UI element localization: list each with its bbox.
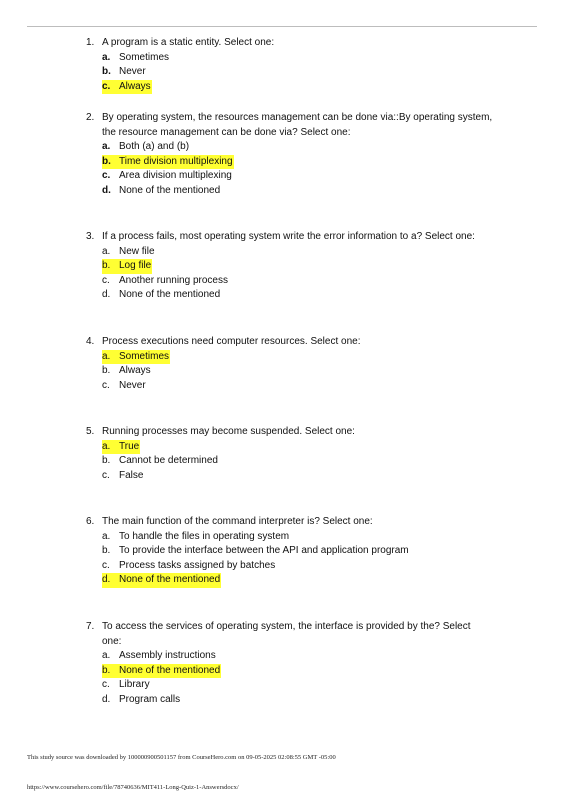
source-url: https://www.coursehero.com/file/78740636/MIT411-Long-Quiz-1-Answersdocx/ (27, 784, 239, 791)
option-row (102, 259, 516, 274)
answer-option (102, 678, 516, 693)
option-row (102, 678, 516, 693)
option-row (102, 65, 516, 80)
question-number: 5. (86, 426, 95, 437)
option-text: Log file (119, 260, 152, 272)
option-row (102, 469, 516, 484)
option-text: Program calls (119, 693, 181, 705)
answer-option (102, 65, 516, 80)
option-row (102, 140, 516, 155)
option-letter: b. (102, 365, 111, 377)
answer-option (102, 379, 516, 394)
question-prompt: A program is a static entity. Select one: (102, 37, 275, 48)
option-row (102, 51, 516, 66)
option-letter: d. (102, 184, 111, 196)
option-text: Assembly instructions (119, 650, 216, 662)
answer-option (102, 288, 516, 303)
option-row (102, 184, 516, 199)
answer-option (102, 169, 516, 184)
option-row (102, 693, 516, 708)
question-4 (86, 335, 516, 393)
question-number: 2. (86, 112, 95, 123)
question-prompt: To access the services of operating system, the interface is provided by the? Select one: (102, 621, 471, 647)
option-row (102, 664, 516, 679)
option-letter: b. (102, 66, 111, 78)
option-letter: b. (102, 664, 111, 676)
question-prompt: By operating system, the resources management can be done via::By operating system, the resource management can be done via? Select one: (102, 112, 493, 138)
question-6 (86, 515, 516, 588)
option-letter: a. (102, 440, 111, 452)
option-text: Sometimes (119, 51, 170, 63)
header-rule (27, 26, 537, 27)
answer-option (102, 364, 516, 379)
question-number: 3. (86, 231, 95, 242)
option-row (102, 454, 516, 469)
question-1 (86, 36, 516, 94)
option-row (102, 530, 516, 545)
answer-option-correct (102, 573, 221, 588)
option-row (102, 559, 516, 574)
answer-option (102, 544, 516, 559)
question-number: 1. (86, 37, 95, 48)
option-letter: d. (102, 693, 111, 705)
answer-option (102, 693, 516, 708)
option-letter: b. (102, 155, 111, 167)
answer-option-correct (102, 155, 234, 170)
option-text: Library (119, 679, 150, 691)
option-letter: a. (102, 350, 111, 362)
option-letter: a. (102, 245, 111, 257)
question-text (86, 620, 474, 649)
answer-option-correct (102, 259, 152, 274)
question-prompt: Running processes may become suspended. Select one: (102, 426, 355, 437)
option-letter: d. (102, 289, 111, 301)
answer-option (102, 469, 516, 484)
option-text: Always (119, 80, 151, 92)
question-number: 7. (86, 621, 95, 632)
option-letter: c. (102, 559, 110, 571)
answer-option-correct (102, 664, 221, 679)
option-row (102, 245, 516, 260)
option-row (102, 573, 516, 588)
option-text: Never (119, 66, 146, 78)
option-text: None of the mentioned (119, 289, 221, 301)
option-text: Never (119, 379, 146, 391)
option-letter: c. (102, 469, 110, 481)
option-text: New file (119, 245, 155, 257)
option-row (102, 649, 516, 664)
question-text (86, 230, 532, 245)
option-text: Area division multiplexing (119, 170, 232, 182)
answer-option (102, 559, 516, 574)
option-row (102, 155, 516, 170)
question-number: 6. (86, 516, 95, 527)
download-source-note: This study source was downloaded by 100000900501157 from CourseHero.com on 09-05-2025 02:08:55 GMT -05:00 (27, 754, 336, 761)
option-letter: a. (102, 650, 111, 662)
answer-option (102, 530, 516, 545)
option-row (102, 350, 516, 365)
question-7 (86, 620, 516, 708)
question-text (86, 111, 494, 140)
answer-options (102, 530, 516, 588)
option-letter: b. (102, 260, 111, 272)
option-row (102, 80, 516, 95)
option-text: To handle the files in operating system (119, 530, 290, 542)
option-letter: c. (102, 170, 111, 182)
option-text: Sometimes (119, 350, 170, 362)
option-text: Cannot be determined (119, 455, 218, 467)
answer-option (102, 454, 516, 469)
answer-options (102, 51, 516, 95)
question-text (86, 36, 532, 51)
option-row (102, 364, 516, 379)
option-letter: d. (102, 574, 111, 586)
option-text: False (119, 469, 144, 481)
option-letter: c. (102, 679, 110, 691)
option-row (102, 544, 516, 559)
option-text: None of the mentioned (119, 664, 221, 676)
option-text: True (119, 440, 140, 452)
option-letter: a. (102, 51, 111, 63)
option-text: Another running process (119, 274, 228, 286)
answer-option-correct (102, 350, 170, 365)
option-row (102, 379, 516, 394)
question-prompt: If a process fails, most operating system write the error information to a? Select one: (102, 231, 475, 242)
question-prompt: The main function of the command interpreter is? Select one: (102, 516, 373, 527)
question-text (86, 515, 532, 530)
answer-options (102, 440, 516, 484)
option-text: Both (a) and (b) (119, 141, 190, 153)
answer-option-correct (102, 80, 152, 95)
question-5 (86, 425, 516, 483)
option-text: Always (119, 365, 151, 377)
question-number: 4. (86, 336, 95, 347)
option-letter: a. (102, 141, 111, 153)
option-letter: c. (102, 80, 111, 92)
option-row (102, 169, 516, 184)
option-letter: c. (102, 379, 110, 391)
answer-option (102, 274, 516, 289)
question-3 (86, 230, 516, 303)
answer-option (102, 245, 516, 260)
option-letter: b. (102, 545, 111, 557)
answer-option (102, 184, 516, 199)
option-letter: a. (102, 530, 111, 542)
option-text: None of the mentioned (119, 184, 221, 196)
option-row (102, 440, 516, 455)
option-letter: b. (102, 455, 111, 467)
question-prompt: Process executions need computer resources. Select one: (102, 336, 361, 347)
option-text: Process tasks assigned by batches (119, 559, 276, 571)
answer-options (102, 350, 516, 394)
option-text: Time division multiplexing (119, 155, 233, 167)
answer-options (102, 245, 516, 303)
option-row (102, 288, 516, 303)
answer-option (102, 51, 516, 66)
question-2 (86, 111, 516, 199)
answer-option-correct (102, 440, 140, 455)
option-text: To provide the interface between the API and application program (119, 545, 409, 557)
option-text: None of the mentioned (119, 574, 221, 586)
option-row (102, 274, 516, 289)
question-text (86, 335, 532, 350)
answer-options (102, 140, 516, 198)
answer-option (102, 649, 516, 664)
option-letter: c. (102, 274, 110, 286)
question-text (86, 425, 532, 440)
answer-option (102, 140, 516, 155)
answer-options (102, 649, 516, 707)
